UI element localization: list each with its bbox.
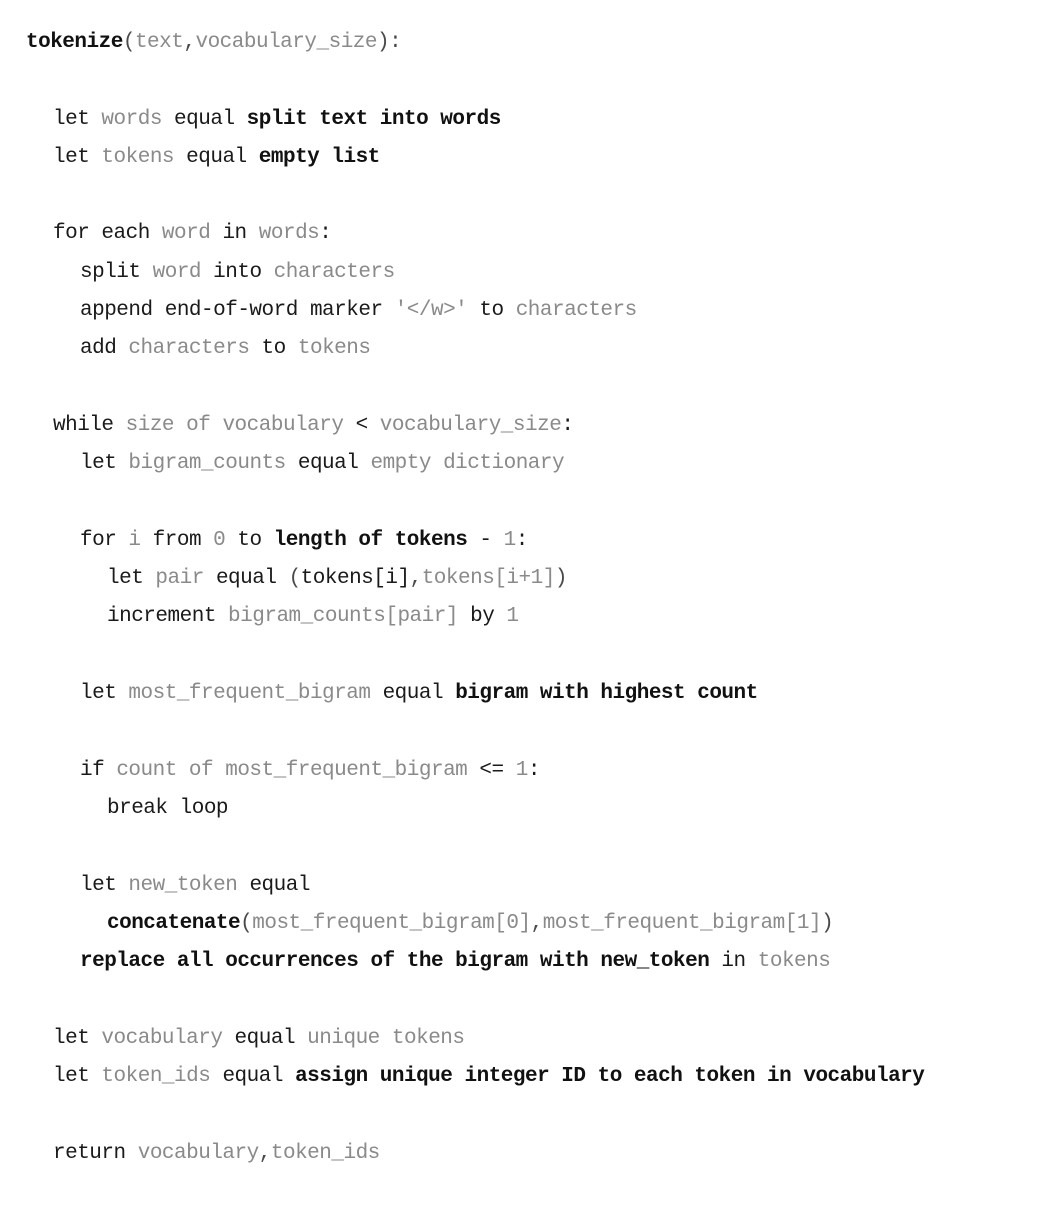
blank-line — [26, 177, 1032, 215]
code-line — [26, 598, 1032, 636]
code-variable: empty dictionary — [370, 452, 565, 476]
code-punctuation: , — [258, 1141, 271, 1165]
code-variable: vocabulary_size — [379, 413, 562, 437]
code-line — [26, 675, 1032, 713]
code-line — [26, 139, 1032, 177]
code-keyword: increment — [107, 605, 229, 629]
code-line — [26, 943, 1032, 981]
code-line — [26, 330, 1032, 368]
code-punctuation: , — [409, 567, 422, 591]
code-line — [26, 24, 1032, 62]
code-keyword: into — [201, 260, 274, 284]
code-variable: size of vocabulary — [125, 413, 344, 437]
code-keyword: equal — [161, 107, 247, 131]
code-emphasis: replace all occurrences of the bigram with new_token — [80, 950, 710, 974]
code-emphasis: bigram with highest count — [455, 682, 758, 706]
code-variable: word — [161, 222, 211, 246]
code-keyword: return — [53, 1141, 138, 1165]
code-keyword: to — [467, 299, 516, 323]
code-punctuation: ) — [821, 911, 834, 935]
code-keyword: < — [343, 413, 380, 437]
code-variable: token_ids — [270, 1141, 380, 1165]
code-variable: most_frequent_bigram[1] — [542, 911, 822, 935]
blank-line — [26, 637, 1032, 675]
code-keyword: equal — [237, 873, 310, 897]
code-number: 1 — [503, 528, 516, 552]
code-variable: tokens — [757, 950, 831, 974]
code-keyword: for — [80, 528, 129, 552]
code-variable: most_frequent_bigram — [128, 682, 371, 706]
code-variable: vocabulary — [101, 1026, 223, 1050]
code-variable: bigram_counts — [128, 452, 286, 476]
code-number: 1 — [515, 758, 528, 782]
code-variable: characters — [515, 299, 637, 323]
code-keyword: let — [80, 873, 129, 897]
blank-line — [26, 713, 1032, 751]
code-line — [26, 215, 1032, 253]
code-keyword: let — [107, 567, 156, 591]
code-number: 1 — [506, 605, 519, 629]
code-keyword: let — [53, 107, 102, 131]
code-emphasis: concatenate — [107, 911, 241, 935]
code-punctuation: ) — [554, 567, 567, 591]
code-variable: new_token — [128, 873, 238, 897]
code-keyword: let — [53, 1026, 102, 1050]
code-line — [26, 867, 1032, 905]
code-line — [26, 1020, 1032, 1058]
code-variable: characters — [128, 337, 250, 361]
code-keyword: in — [210, 222, 259, 246]
code-keyword: equal — [203, 567, 289, 591]
code-line — [26, 101, 1032, 139]
code-keyword: break loop — [107, 796, 229, 820]
code-variable: words — [101, 107, 162, 131]
code-keyword: equal — [222, 1026, 308, 1050]
code-keyword: to — [249, 337, 298, 361]
code-keyword: : — [515, 528, 528, 552]
code-number: 0 — [213, 528, 226, 552]
code-line — [26, 560, 1032, 598]
code-line — [26, 407, 1032, 445]
code-line — [26, 254, 1032, 292]
code-keyword: while — [53, 413, 126, 437]
code-keyword: let — [80, 452, 129, 476]
code-emphasis: assign unique integer ID to each token in vocabulary — [295, 1065, 925, 1089]
code-keyword: let — [80, 682, 129, 706]
code-line — [26, 1135, 1032, 1173]
code-punctuation: ( — [288, 567, 301, 591]
code-line — [26, 1058, 1032, 1096]
code-variable: pair — [155, 567, 204, 591]
code-line — [26, 905, 1032, 943]
code-keyword: if — [80, 758, 117, 782]
blank-line — [26, 62, 1032, 100]
code-string: '</w>' — [394, 299, 468, 323]
code-line — [26, 522, 1032, 560]
code-variable: vocabulary — [137, 1141, 259, 1165]
code-variable: vocabulary_size — [195, 31, 377, 54]
code-variable: characters — [273, 260, 395, 284]
code-variable: most_frequent_bigram[0] — [252, 911, 531, 935]
blank-line — [26, 1096, 1032, 1134]
blank-line — [26, 981, 1032, 1019]
code-line — [26, 292, 1032, 330]
code-keyword: : — [527, 758, 540, 782]
code-punctuation: ( — [240, 911, 253, 935]
code-keyword: <= — [467, 758, 516, 782]
code-keyword: : — [319, 222, 332, 246]
code-variable: word — [152, 260, 202, 284]
code-variable: words — [258, 222, 320, 246]
code-keyword: in — [709, 950, 758, 974]
code-emphasis: tokenize — [26, 31, 123, 54]
code-emphasis: length of tokens — [273, 528, 468, 552]
code-keyword: tokens[i] — [300, 567, 410, 591]
blank-line — [26, 369, 1032, 407]
code-keyword: by — [457, 605, 507, 629]
blank-line — [26, 484, 1032, 522]
code-keyword: : — [561, 413, 574, 437]
code-variable: count of most_frequent_bigram — [116, 758, 468, 782]
code-keyword: append end-of-word marker — [80, 299, 395, 323]
code-variable: tokens — [297, 337, 371, 361]
code-keyword: let — [53, 1065, 102, 1089]
code-variable: unique tokens — [307, 1026, 465, 1050]
code-variable: bigram_counts[pair] — [228, 605, 458, 629]
code-line — [26, 752, 1032, 790]
code-keyword: to — [225, 528, 274, 552]
code-keyword: equal — [210, 1065, 296, 1089]
code-keyword: from — [140, 528, 214, 552]
code-variable: token_ids — [101, 1065, 211, 1089]
code-line — [26, 445, 1032, 483]
code-variable: text — [134, 31, 184, 54]
code-keyword: for each — [53, 222, 162, 246]
code-variable: i — [128, 528, 141, 552]
code-punctuation: ( — [122, 31, 135, 54]
code-keyword: split — [80, 260, 153, 284]
code-keyword: add — [80, 337, 129, 361]
code-punctuation: ): — [377, 31, 402, 54]
code-keyword: equal — [285, 452, 371, 476]
code-line — [26, 790, 1032, 828]
code-variable: tokens[i+1] — [421, 567, 555, 591]
code-keyword: equal — [174, 145, 259, 169]
code-keyword: equal — [370, 682, 456, 706]
code-punctuation: , — [530, 911, 543, 935]
code-emphasis: empty list — [258, 145, 380, 169]
code-variable: tokens — [101, 145, 175, 169]
code-emphasis: split text into words — [246, 107, 501, 131]
pseudocode-block — [26, 24, 1032, 1173]
code-keyword: - — [467, 528, 504, 552]
code-punctuation: , — [183, 31, 196, 54]
blank-line — [26, 828, 1032, 866]
code-keyword: let — [53, 145, 102, 169]
